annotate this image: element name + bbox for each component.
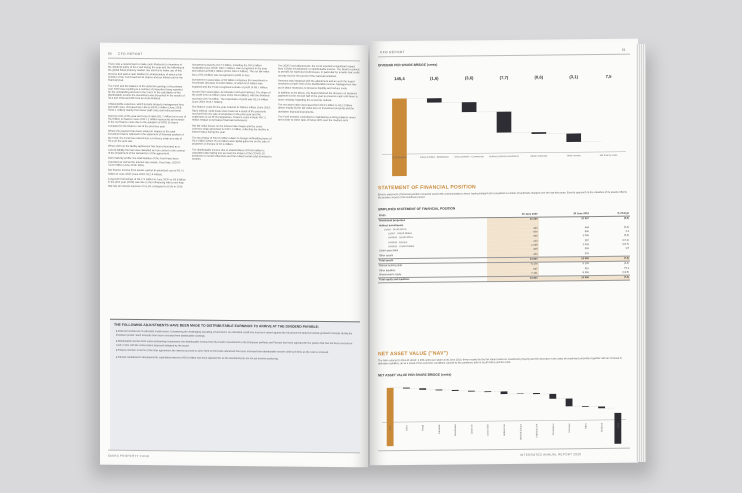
right-page: [370, 39, 638, 466]
table-cell-prev: 5 299: [582, 262, 589, 266]
table-cell-label: Other assets: [379, 253, 394, 257]
value-label: (7,7): [499, 74, 509, 81]
table-cell-cur: 213: [487, 239, 538, 244]
category-label: Indirect property investments: [489, 155, 519, 159]
table-cell-label: Unlisted - Europe: [388, 240, 408, 244]
table-cell-prev: 291: [584, 251, 589, 255]
category-label: Unlisted Europe: [520, 423, 523, 441]
nav-bridge-chart: [378, 376, 630, 447]
category-label: Other income: [566, 155, 581, 158]
table-cell-prev: 444: [584, 226, 589, 230]
page-stack-edge: [636, 44, 646, 462]
table-cell-cur: 1 635: [487, 244, 538, 249]
paragraph: Income from associates, Accelerate Fund and Fairvest. The share of the profit is R2.4 million (June 2019: R4.9 million), with the dividend received of R7.9 million. The total share of profit was R12.4 million (June 2019: R13.7 million).: [192, 90, 271, 104]
text-column-2: [192, 64, 272, 165]
chart-bar: [436, 390, 443, 391]
paragraph: Interest costs of the year and cost of sales (R1.7 million) at a cost of R12 billion in finance costs of R17.2 million represents an increase in the net finance costs due to the adoption of IFRS 16 that is compared to the finance cost of the previous year.: [108, 114, 186, 128]
callout-item: ■ Finance income: in terms of the loan agreement, the interest accrued to June 2020 on the loans advanced has been excluded from distributable income until such time as the cash is received.: [116, 349, 354, 356]
table-cell-cur: 547: [487, 267, 538, 272]
nav-text: The NAV reduced to R14,40 (2019: 1 305 cents) per share at 30 June 2020, driven mainly by the fair value losses on investment property and the decrease in the value of investment properties together with an increase in derivative liabilities, all as a result of the economic conditions caused by the pandemic both in South Africa and the USA.: [378, 356, 622, 366]
table-cell-label: Unlisted - South Africa: [388, 236, 413, 240]
category-label: Unlisted SA: [504, 423, 506, 437]
paragraph: The 2020 Fund adjustments: the Fund reported a significant impact from COVID-19 pandemic on distributable income. The Board resolved to provide for expected credit losses, in particular for tenants that could not pay rent for the period of the national lockdown.: [278, 64, 360, 78]
table-cell-label: Indirect investments: [379, 223, 404, 227]
chart-bar: [427, 98, 442, 103]
chart-bar: [462, 102, 477, 112]
table-cell-cur: 405: [487, 248, 538, 253]
table-cell-label: Listed associates: [379, 249, 399, 253]
header-rule: [378, 54, 630, 57]
col-header: 30 June 2020: [487, 213, 538, 218]
col-header: 30 June 2019: [539, 212, 590, 217]
category-label: Dividend: [601, 422, 604, 432]
paragraph: Where debt on the facility agreement has been presented as a current liability the loan was classified as non-current in the context of the impairment of the transaction of the agreement.: [108, 145, 185, 156]
table-cell-label: Listed - United States: [388, 232, 412, 236]
table-cell-cur: 7 141: [487, 271, 538, 276]
paragraph: Long-term borrowings of R3,771 million in June 2020 vs R3.8 billion in the prior year (2019) was due to the refinancing with a new loan that has an interest expense of 11.2% compared to 8.5% in 2019.: [108, 177, 186, 189]
category-label: Net finance costs: [599, 154, 618, 157]
table-cell-prev: 399: [584, 247, 589, 251]
table-cell-label: Listed - South Africa: [384, 227, 407, 232]
chart-bar: [582, 406, 589, 407]
left-page: [100, 43, 368, 468]
category-label: 2019: [390, 425, 393, 431]
chart-bar: [468, 391, 475, 392]
chart-bar: [484, 391, 491, 392]
chart-bar: [419, 388, 426, 389]
chart-bar: [614, 413, 621, 446]
table-cell-chg: (7,3): [590, 275, 630, 281]
paragraph: The distributable income due to shareholders of R524 million is calculated after taking into account the impact of the COVID-19 lockdown on rental collections and the related rental relief provided to tenants.: [192, 148, 272, 162]
section-title: STATEMENT OF FINANCIAL POSITION: [378, 184, 476, 192]
table-cell-cur: 13 864: [487, 276, 538, 282]
text-column-3: [278, 64, 360, 125]
chart-bar: [497, 112, 512, 133]
table-cell-label: Other liabilities: [379, 268, 396, 272]
paragraph: The tax charge of R12.9 million relates to foreign withholding taxes of R3.3 million (2019: R1.9 million) and capital gains tax on the sale of properties in Europe of R7.4 million.: [192, 136, 272, 147]
category-label: Other: [585, 423, 588, 429]
value-label: (3,1): [569, 74, 579, 80]
paragraph: Revenue was impacted with the adjustment and as such the board resolved to retain 50% of the distributable income. Management has put in place measures to preserve liquidity and reduce costs.: [278, 79, 357, 90]
table-cell-chg: 1,5: [625, 247, 629, 251]
chart-bar: [392, 99, 407, 177]
paragraph: There was a requirement to make cash dividends to members of the dividend policy of the Fund during the year and the following of the global listed property market. We elected to make use of this process and paid a cash dividend to shareholders of which a full number of the Fund reached 31 shares and per linked unit for the financial year.: [108, 62, 185, 82]
col-header: R'000: [378, 213, 487, 219]
value-label: 7,5: [605, 73, 612, 79]
chart-bar: [532, 132, 547, 134]
category-label: Direct portfolio - Residential: [420, 156, 449, 159]
table-cell-label: Unlisted - United States: [388, 245, 415, 249]
table-cell-chg: (9,4): [623, 234, 629, 238]
category-label: Office: [406, 425, 409, 431]
category-label: Currency: [569, 423, 572, 433]
table-cell-cur: 422: [487, 252, 538, 257]
table-cell-cur: 443: [487, 227, 538, 232]
table-cell-prev: 8 356: [582, 270, 589, 275]
chart-bar: [549, 394, 556, 399]
paragraph: The net asset value decreased from R13.5 billion to R12.2 billion driven mainly by the fair value loss on investment property and the derivative financial instruments.: [278, 103, 355, 114]
paragraph: Debt maturity profile: the total facilities of the Fund have been extended as well as the interest rate swaps. Fixed rate: 2020 R 5,100 million (June 2019: 68%).: [108, 157, 181, 167]
category-label: Industrial: [438, 424, 441, 435]
category-label: Unlisted USA: [536, 423, 539, 438]
text-column-1: [108, 63, 186, 191]
category-label: 2020: [617, 422, 620, 428]
table-cell-cur: 13 864: [487, 257, 538, 263]
x-axis: [382, 420, 626, 423]
category-label: Residential: [455, 424, 458, 436]
table-cell-cur: 10 260: [487, 217, 538, 222]
dividend-bridge-chart: [378, 66, 630, 177]
table-cell-chg: (6,5): [623, 216, 629, 221]
table-cell-prev: 560: [584, 230, 589, 234]
chart1-title: DIVIDEND PER SHARE BRIDGE (cents): [378, 62, 438, 68]
table-cell-cur: 579: [487, 231, 538, 236]
running-head: CFO REPORT: [118, 51, 143, 57]
header-rule: [108, 58, 360, 61]
chart-bar: [387, 388, 394, 447]
table-cell-chg: (17,1): [622, 238, 629, 242]
chart-bar: [566, 399, 573, 407]
chart-bar: [403, 388, 410, 389]
table-cell-label: Investment properties: [379, 219, 406, 223]
table-cell-chg: (14,5): [622, 270, 629, 274]
paragraph: The Fund and the balance of the deferred earnings of Accelerate over 2020 was resulting in a number of properties being reported for the outstanding amount in the Fund. In the calculation of the distributable income the investment was presented in the results of 5/14 and 2019 and ASI 9.66 as a full dividend.: [108, 84, 185, 101]
table-cell-chg: 73,1: [624, 266, 629, 270]
chart-bar: [517, 393, 524, 394]
callout-item: ■ Distributable income from under-performing investments: the distributable income from the Fund's investments in the European portfolio and Fairvest has been adjusted for the portion that has not been received in cash, in line with the conservative approach adopted by the board.: [116, 339, 354, 349]
paragraph: Where the payment has been settled in relation to the total investment that is reflected in the statement of financial position of the Fund, the Fund has entered into a currency swap at a rate of R2.4 on the spot rate.: [108, 129, 184, 143]
chart-bar: [452, 390, 459, 391]
chart-bar: [501, 391, 508, 394]
section-intro: Emira's statement of financial position remained sound with a strong balance sheet, having initiated and completed a number of landmark changes over the last few years. Emira's approach to the valuation of its assets reflects the positive impact of the lockdown period.: [378, 190, 627, 200]
table-cell-cur: 996: [487, 235, 538, 240]
category-label: Admin expenses: [530, 155, 548, 158]
chart2-title: NET ASSET VALUE PER SHARE BRIDGE (cents): [378, 372, 452, 378]
callout-item: ■ Deferred rentals net of estimated credit losses: Considering the challenging operating environment, an estimated credit loss has been raised against the full amount of deferred rentals granted to tenants during the lockdown period. Such amounts have been excluded from distributable earnings.: [116, 330, 354, 340]
col-header: % change: [590, 212, 630, 217]
table-cell-prev: 10 967: [581, 217, 589, 221]
paragraph: Unfavourable expenses, which include property management fees and staff costs, increased by 2.4% to R195.5 million (June 2019: R191.1 million) mainly from lower staff costs and reduced travel.: [108, 102, 184, 113]
callout-item: ■ Interest capitalised to developments: capitalised interest of R3.8 million has been adjusted for as the developments are not yet income producing.: [116, 355, 354, 362]
adjustments-callout: [110, 319, 360, 453]
paragraph: Net finance income from assets carried at amortised cost of R17.5 million to June 2020 (June 2019: R12.4 million).: [108, 169, 184, 176]
table-cell-prev: 14 950: [539, 276, 590, 282]
table-cell-prev: 316: [584, 266, 589, 270]
page-footer: INTEGRATED ANNUAL REPORT 2020: [520, 452, 582, 457]
category-label: Direct portfolio - Commercial: [454, 156, 484, 159]
paragraph: Our finance costs for the year reduced to R343.6 million (June 2019: R401 million). Debt levels were lower as a result of the proceeds received from the sale of properties in the prior year and the settlement of our MTN programme. Finance costs include R57.3 million related to derivative financial instruments.: [192, 105, 271, 123]
table-cell-chg: (16,7): [622, 242, 629, 246]
callout-heading: THE FOLLOWING ADJUSTMENTS HAVE BEEN MADE TO DISTRIBUTABLE EARNINGS TO ARRIVE AT THE DIVIDEND PAYABLE:: [114, 322, 320, 329]
financial-position-table: [378, 212, 630, 284]
category-label: Listed USA: [487, 424, 490, 436]
table-cell-prev: 1 963: [582, 243, 589, 247]
nav-title: NET ASSET VALUE ("NAV"): [378, 350, 449, 358]
paragraph: The Fund remains committed to maintaining a strong balance sheet and a loan-to-value ratio of below 40% over the medium term.: [278, 115, 356, 123]
table-cell-label: Shareholders equity: [379, 272, 402, 277]
value-label: (1,6): [429, 75, 439, 81]
paragraph: Investment property of R7.5 billion, including the R9.3 million revaluation loss (2019: R30.7 million), was recognised in the year and valued at R38.0 million (2019: R41.2 million). The net fair value loss of R1.8 billion was recognised in profit or loss.: [192, 63, 270, 77]
category-label: Listed SA: [471, 424, 474, 435]
value-label: (3,6): [464, 75, 474, 81]
table-cell-prev: 1 099: [582, 234, 589, 238]
table-cell-label: Total assets: [378, 258, 487, 264]
page-number: 60: [108, 51, 112, 56]
category-label: 2019 dividend: [392, 157, 407, 160]
paragraph: In addition to the above, the Board deferred the decision on dividend payment for the second half of the year to preserve cash until there is more certainty regarding the economic outlook.: [278, 91, 358, 102]
table-cell-prev: 14 950: [539, 257, 590, 263]
chart-bar: [566, 133, 581, 142]
table-cell-chg: (0,2): [623, 225, 629, 229]
running-head: CFO REPORT: [380, 50, 405, 55]
page-number: 61: [622, 47, 626, 52]
table-cell-prev: 257: [584, 238, 589, 242]
table-cell-cur: 5 179: [487, 262, 538, 267]
footer-rule: [378, 448, 630, 451]
value-label: (0,6): [534, 74, 544, 80]
page-footer: EMIRA PROPERTY FUND: [108, 453, 150, 459]
chart-bar: [533, 393, 540, 394]
category-label: Retail: [422, 424, 425, 431]
table-cell-chg: (2,3): [623, 261, 629, 266]
category-label: Derivatives: [552, 423, 555, 435]
table-cell-chg: (7,3): [590, 256, 630, 262]
value-label: 145,4: [394, 76, 405, 82]
paragraph: Net fair value losses on the interest rate swaps and the cross-currency swap amounted to R137.7 million, reflecting the decline in interest rates during the year.: [192, 124, 269, 135]
table-title: SIMPLIFIED STATEMENT OF FINANCIAL POSITION: [378, 206, 456, 212]
callout-items: [110, 330, 360, 362]
table-cell-label: Interest bearing debt: [379, 264, 402, 268]
chart-bar: [598, 406, 605, 408]
paragraph: Investment in associates of R2 billion comprises the investment in Accelerate (Europe) of R118 million, of which R10 million was impaired and the Fund recognised a share of profit of R9.7 million.: [192, 78, 268, 89]
table-cell-label: Total equity and liabilities: [378, 277, 487, 283]
table-cell-chg: 3,4: [625, 229, 629, 233]
